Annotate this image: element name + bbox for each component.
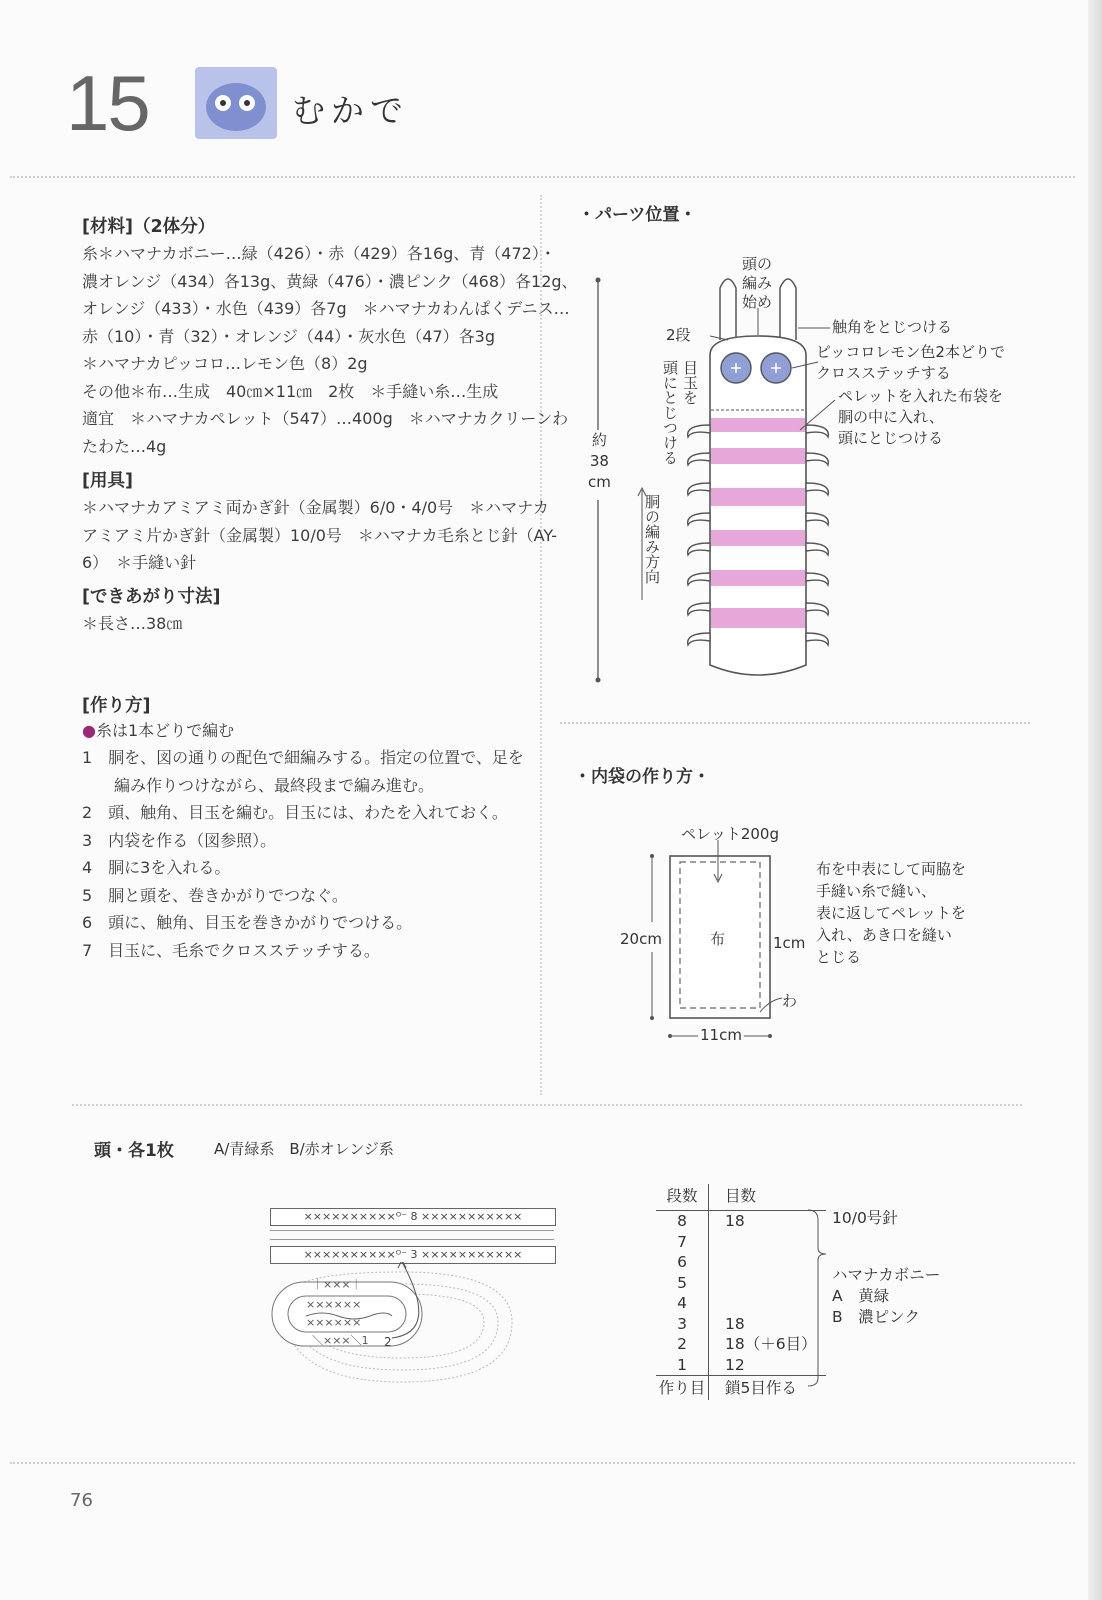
table-row bbox=[656, 1376, 826, 1400]
method-steps bbox=[82, 744, 524, 964]
length-label-line: 38 bbox=[589, 452, 609, 470]
method-step: 2 頭、触角、目玉を編む。目玉には、わたを入れておく。 bbox=[82, 803, 508, 822]
bottom-divider bbox=[72, 1104, 1022, 1106]
table-header-stitches: 目数 bbox=[725, 1187, 757, 1205]
page-edge bbox=[1088, 0, 1102, 1600]
materials-line: 糸＊ハマナカボニー…緑（426）・赤（429）各16g、青（472）・ bbox=[82, 244, 556, 263]
needle-label: 10/0号針 bbox=[832, 1209, 898, 1227]
table-cell-row: 3 bbox=[656, 1314, 709, 1335]
table-row bbox=[656, 1314, 826, 1335]
method-step: 5 胴と頭を、巻きかがりでつなぐ。 bbox=[82, 885, 348, 905]
bag-note-line: 表に返してペレットを bbox=[816, 904, 966, 922]
bag-note bbox=[816, 858, 966, 968]
head-row-8: ××××××××××ᴼ⁻ 8 ××××××××××× bbox=[270, 1208, 556, 1226]
table-brackets bbox=[806, 1208, 832, 1388]
bag-pellet-label: ペレット200g bbox=[681, 825, 780, 843]
table-row bbox=[656, 1252, 826, 1273]
method-heading: [作り方] bbox=[82, 696, 151, 716]
table-cell-row: 7 bbox=[656, 1232, 709, 1253]
table-cell-count: 18（＋6目） bbox=[725, 1335, 817, 1353]
table-row bbox=[656, 1334, 826, 1355]
table-cell-count: 鎖5目作る bbox=[725, 1379, 797, 1397]
size-line: ＊長さ…38㎝ bbox=[82, 614, 183, 633]
length-label-line: cm bbox=[588, 473, 611, 491]
bag-margin-label: 1cm bbox=[773, 934, 806, 952]
page-number: 76 bbox=[70, 1490, 93, 1511]
footer-divider bbox=[10, 1462, 1075, 1464]
tools-list bbox=[82, 494, 557, 577]
table-row bbox=[656, 1293, 826, 1314]
svg-text:＼×××＼1: ＼×××＼1 bbox=[312, 1334, 369, 1347]
method-step: 6 頭に、触角、目玉を巻きかがりでつける。 bbox=[82, 913, 413, 932]
bag-width-label: 11cm bbox=[700, 1026, 742, 1044]
antenna-label: 触角をとじつける bbox=[832, 318, 953, 336]
method-step: 7 目玉に、毛糸でクロスステッチする。 bbox=[82, 940, 380, 960]
stitch-label bbox=[816, 342, 1005, 384]
method-note-text: 糸は1本どりで編む bbox=[95, 721, 235, 740]
materials-line: ＊ハマナカピッコロ…レモン色（8）2g bbox=[82, 354, 368, 373]
yarn-label-line: A 黄緑 bbox=[832, 1287, 890, 1305]
pellet-label bbox=[838, 386, 1003, 449]
pattern-number: 15 bbox=[66, 59, 149, 147]
materials-list bbox=[82, 240, 578, 460]
materials-line: 濃オレンジ（434）各13g、黄緑（476）・濃ピンク（468）各12g、 bbox=[82, 271, 578, 291]
materials-line: 適宜 ＊ハマナカペレット（547）…400g ＊ハマナカクリーンわ bbox=[82, 409, 569, 428]
materials-line: その他＊布…生成 40㎝×11㎝ 2枚 ＊手縫い糸…生成 bbox=[82, 381, 499, 401]
table-cell-count bbox=[709, 1293, 725, 1314]
header-divider bbox=[10, 176, 1075, 178]
thumbnail-image bbox=[195, 67, 277, 139]
table-cell-row: 1 bbox=[656, 1355, 709, 1376]
head-stitch-chart bbox=[262, 1262, 532, 1402]
bag-fold-label: わ bbox=[782, 992, 798, 1010]
table-row bbox=[656, 1232, 826, 1253]
tools-heading: [用具] bbox=[82, 471, 133, 491]
bullet-icon: ● bbox=[82, 721, 96, 740]
pattern-title: むかで bbox=[292, 91, 409, 130]
method-step: 3 内袋を作る（図参照）。 bbox=[82, 830, 277, 850]
tools-line: 6） ＊手縫い針 bbox=[82, 553, 197, 572]
head-start-line: 編み bbox=[742, 274, 773, 292]
length-label bbox=[588, 430, 611, 493]
yarn-label-line: ハマナカボニー bbox=[832, 1266, 941, 1284]
materials-line: オレンジ（433）・水色（439）各7g ＊ハマナカわんぱくデニス… bbox=[82, 299, 570, 318]
row2-label: 2段 bbox=[666, 326, 691, 344]
table-cell-count bbox=[709, 1273, 725, 1294]
pellet-label-line: 胴の中に入れ、 bbox=[838, 408, 944, 426]
eyes-label-line: 頭にとじつける bbox=[661, 360, 679, 465]
svg-text:××××××: ×××××× bbox=[306, 1316, 362, 1329]
bag-height-label: 20cm bbox=[620, 930, 662, 948]
pellet-label-line: ペレットを入れた布袋を bbox=[838, 387, 1003, 405]
bag-note-line: 布を中表にして両脇を bbox=[816, 860, 967, 878]
centipede-diagram bbox=[560, 240, 1060, 700]
right-divider bbox=[560, 722, 1030, 724]
tools-line: アミアミ片かぎ針（金属製）10/0号 ＊ハマナカ毛糸とじ針（AY- bbox=[82, 525, 557, 545]
method-step: 編み作りつけながら、最終段まで編み進む。 bbox=[82, 775, 435, 795]
length-label-line: 約 bbox=[591, 431, 607, 449]
yarn-label bbox=[832, 1265, 940, 1328]
head-variants: A/青緑系 B/赤オレンジ系 bbox=[214, 1140, 394, 1158]
table-cell-count: 18 bbox=[725, 1212, 745, 1230]
materials-line: 赤（10）・青（32）・オレンジ（44）・灰水色（47）各3g bbox=[82, 326, 495, 346]
table-cell-count bbox=[709, 1252, 725, 1273]
table-cell-row: 5 bbox=[656, 1273, 709, 1294]
table-row bbox=[656, 1273, 826, 1294]
tools-line: ＊ハマナカアミアミ両かぎ針（金属製）6/0・4/0号 ＊ハマナカ bbox=[82, 498, 549, 517]
head-start-line: 頭の bbox=[742, 255, 773, 273]
bag-cloth-label: 布 bbox=[710, 930, 726, 948]
stitch-label-line: クロスステッチする bbox=[816, 364, 951, 382]
method-step: 1 胴を、図の通りの配色で細編みする。指定の位置で、足を bbox=[82, 748, 524, 767]
yarn-label-line: B 濃ピンク bbox=[832, 1308, 920, 1326]
method-step: 4 胴に3を入れる。 bbox=[82, 858, 231, 877]
svg-text:××××××: ×××××× bbox=[306, 1298, 362, 1311]
table-cell-count: 18 bbox=[725, 1314, 745, 1333]
table-cell-row: 4 bbox=[656, 1293, 709, 1314]
svg-text:｜×××｜: ｜×××｜ bbox=[312, 1278, 362, 1291]
parts-title: ・パーツ位置・ bbox=[578, 205, 697, 225]
body-direction-label: 胴の編み方向 bbox=[643, 494, 661, 584]
table-header-rows: 段数 bbox=[656, 1184, 709, 1210]
size-heading: [できあがり寸法] bbox=[82, 587, 221, 607]
bag-note-line: 入れ、あき口を縫い bbox=[816, 926, 952, 944]
materials-heading: [材料]（2体分） bbox=[82, 217, 216, 237]
table-cell-count: 12 bbox=[725, 1355, 745, 1374]
table-cell-row: 2 bbox=[656, 1334, 709, 1355]
row-count-table bbox=[656, 1184, 826, 1400]
bag-note-line: 手縫い糸で縫い、 bbox=[816, 882, 937, 900]
table-cell-count bbox=[709, 1232, 725, 1253]
table-row bbox=[656, 1211, 826, 1232]
head-title: 頭・各1枚 bbox=[94, 1141, 174, 1161]
method-note bbox=[82, 717, 234, 745]
table-cell-row: 8 bbox=[656, 1211, 709, 1232]
head-start-line: 始め bbox=[742, 293, 773, 311]
head-rows-gap bbox=[270, 1230, 554, 1240]
bag-title: ・内袋の作り方・ bbox=[574, 767, 710, 787]
table-row bbox=[656, 1355, 826, 1377]
svg-text:2: 2 bbox=[384, 1335, 392, 1349]
table-cell-row: 6 bbox=[656, 1252, 709, 1273]
eyes-label-line: 目玉を bbox=[681, 360, 699, 405]
pellet-label-line: 頭にとじつける bbox=[838, 429, 944, 447]
eyes-label bbox=[660, 360, 700, 465]
bag-note-line: とじる bbox=[816, 948, 862, 966]
materials-line: たわた…4g bbox=[82, 436, 167, 456]
stitch-label-line: ピッコロレモン色2本どりで bbox=[816, 343, 1005, 361]
table-cell-row: 作り目 bbox=[656, 1376, 709, 1400]
head-row-3: ××××××××××ᴼ⁻ 3 ××××××××××× bbox=[270, 1246, 556, 1264]
table-header bbox=[656, 1184, 826, 1211]
head-start-label bbox=[742, 255, 772, 312]
